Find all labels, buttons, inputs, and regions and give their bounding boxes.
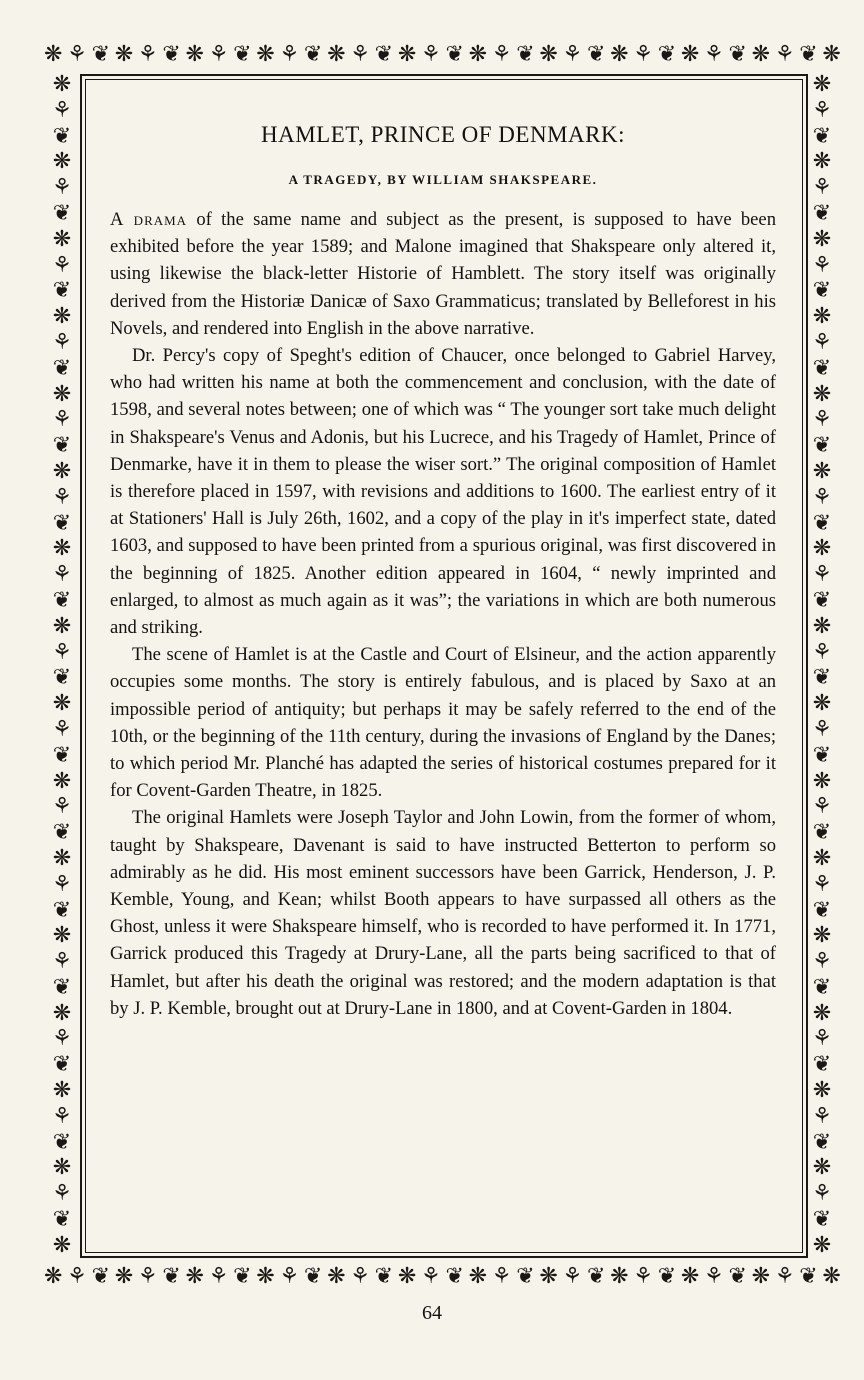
border-ornament-glyph: ⚘ [812,252,832,278]
border-ornament-glyph: ❋ [539,1263,557,1289]
border-ornament-glyph: ❋ [327,41,345,67]
border-ornament-glyph: ⚘ [420,41,440,67]
paragraph-1 [110,206,776,342]
border-ornament-glyph: ⚘ [812,407,832,433]
border-ornament-glyph: ❋ [397,1263,416,1289]
border-ornament-glyph: ❋ [680,41,699,67]
border-ornament-glyph: ⚘ [812,562,832,588]
border-ornament-glyph: ❋ [680,1263,699,1289]
border-ornament-glyph: ⚘ [52,794,72,820]
border-ornament-glyph: ⚘ [704,41,723,67]
border-ornament-glyph: ⚘ [52,484,72,510]
border-ornament-glyph: ⚘ [812,716,832,742]
border-ornament-glyph: ⚘ [52,175,72,201]
border-ornament-glyph: ❋ [751,41,770,67]
border-ornament-glyph: ❋ [539,41,557,67]
border-ornament-glyph: ❋ [52,72,72,97]
border-ornament-glyph: ⚘ [491,1263,511,1289]
border-ornament-glyph: ❦ [233,1263,251,1289]
border-ornament-glyph: ⚘ [208,1263,228,1289]
border-ornament-glyph: ❋ [397,41,416,67]
border-ornament-glyph: ⚘ [633,1263,653,1289]
border-ornament-glyph: ❦ [91,1263,110,1289]
border-right-ornament [804,72,840,1258]
border-ornament-glyph: ❦ [233,41,251,67]
border-ornament-glyph: ⚘ [812,175,832,201]
border-ornament-glyph: ⚘ [137,41,157,67]
border-ornament-glyph: ⚘ [812,1103,832,1129]
border-ornament-glyph: ⚘ [774,1263,794,1289]
page-subtitle: A TRAGEDY, BY WILLIAM SHAKSPEARE. [288,172,598,187]
border-ornament-glyph: ❋ [52,613,72,639]
border-ornament-glyph: ❋ [52,1155,72,1181]
border-ornament-glyph: ❦ [52,123,72,149]
border-ornament-glyph: ❋ [52,1000,72,1026]
border-ornament-glyph: ⚘ [350,41,369,67]
border-ornament-glyph: ❋ [468,1263,487,1289]
border-ornament-glyph: ❋ [610,1263,628,1289]
border-ornament-glyph: ❦ [812,200,832,226]
border-ornament-glyph: ❦ [52,1129,72,1155]
page-number: 64 [422,1302,442,1324]
border-ornament-glyph: ❦ [52,200,72,226]
border-ornament-glyph: ❦ [812,974,832,1000]
border-ornament-glyph: ❋ [812,226,832,252]
border-ornament-glyph: ⚘ [279,41,299,67]
border-ornament-glyph: ❋ [114,41,133,67]
border-ornament-glyph: ❦ [799,1263,817,1289]
border-ornament-glyph: ❦ [374,41,393,67]
border-ornament-glyph: ❋ [52,304,72,330]
border-ornament-glyph: ❦ [162,1263,180,1289]
border-ornament-glyph: ⚘ [52,949,72,975]
border-ornament-glyph: ⚘ [67,1263,86,1289]
border-ornament-glyph: ❋ [812,1000,832,1026]
border-ornament-glyph: ⚘ [812,1181,832,1207]
border-ornament-glyph: ❦ [812,897,832,923]
border-ornament-glyph: ❋ [52,458,72,484]
border-ornament-glyph: ❋ [812,691,832,717]
border-ornament-glyph: ❋ [822,1263,840,1289]
border-ornament-glyph: ❦ [586,1263,605,1289]
border-ornament-glyph: ❋ [812,1155,832,1181]
border-ornament-glyph: ❦ [52,820,72,846]
border-ornament-glyph: ❦ [52,355,72,381]
border-ornament-glyph: ❦ [799,41,817,67]
border-ornament-glyph: ❦ [52,278,72,304]
border-ornament-glyph: ⚘ [137,1263,157,1289]
border-ornament-glyph: ⚘ [562,41,582,67]
border-ornament-glyph: ⚘ [491,41,511,67]
border-ornament-glyph: ❋ [812,72,832,97]
border-ornament-glyph: ⚘ [52,562,72,588]
page-content [110,122,776,1022]
border-ornament-glyph: ❋ [52,381,72,407]
border-ornament-glyph: ❋ [468,41,487,67]
border-ornament-glyph: ❦ [52,1052,72,1078]
border-ornament-glyph: ❦ [52,433,72,459]
border-ornament-glyph: ❋ [822,41,840,67]
border-ornament-glyph: ❦ [374,1263,393,1289]
border-ornament-glyph: ❋ [52,1232,72,1258]
border-ornament-glyph: ❦ [303,41,322,67]
border-ornament-glyph: ❋ [812,458,832,484]
border-ornament-glyph: ❦ [516,1263,534,1289]
border-ornament-glyph: ❦ [52,742,72,768]
border-ornament-glyph: ❋ [812,1232,832,1258]
border-ornament-glyph: ❋ [812,613,832,639]
border-bottom-ornament [44,1258,840,1294]
border-ornament-glyph: ⚘ [420,1263,440,1289]
border-ornament-glyph: ❦ [516,41,534,67]
border-ornament-glyph: ❦ [812,820,832,846]
border-ornament-glyph: ❦ [52,1207,72,1233]
border-ornament-glyph: ⚘ [812,1026,832,1052]
paragraph-4: The original Hamlets were Joseph Taylor and John Lowin, from the former of whom, taught by Shakspeare, Davenant is said to have instructed Betterton to perform so admirably as he did. His most eminent successors have been Garrick, Henderson, J. P. Kemble, Young, and Kean; whilst Booth appears to have surpassed all others as the Ghost, unless it were Shakspeare himself, who is recorded to have performed it. In 1771, Garrick produced this Tragedy at Drury-Lane, all the parts being sacrificed to that of Hamlet, but after his death the original was restored; and the modern adaptation is that by J. P. Kemble, brought out at Drury-Lane in 1800, and at Covent-Garden in 1804. [110,807,776,1019]
border-ornament-glyph: ❋ [327,1263,345,1289]
border-ornament-glyph: ⚘ [812,794,832,820]
opening-word: A drama [110,209,188,230]
border-ornament-glyph: ❋ [812,923,832,949]
border-ornament-glyph: ❋ [812,304,832,330]
border-ornament-glyph: ⚘ [52,97,72,123]
border-ornament-glyph: ❋ [812,381,832,407]
border-ornament-glyph: ❦ [812,123,832,149]
border-ornament-glyph: ❦ [303,1263,322,1289]
border-ornament-glyph: ⚘ [774,41,794,67]
border-ornament-glyph: ⚘ [52,1026,72,1052]
border-ornament-glyph: ❦ [812,1207,832,1233]
border-ornament-glyph: ❋ [256,1263,274,1289]
border-ornament-glyph: ❦ [52,510,72,536]
border-ornament-glyph: ❦ [445,1263,463,1289]
border-ornament-glyph: ❋ [812,1078,832,1104]
border-ornament-glyph: ❋ [256,41,274,67]
border-ornament-glyph: ❋ [751,1263,770,1289]
border-ornament-glyph: ❦ [728,41,746,67]
border-ornament-glyph: ⚘ [562,1263,582,1289]
border-ornament-glyph: ⚘ [812,871,832,897]
border-ornament-glyph: ⚘ [52,639,72,665]
border-ornament-glyph: ❦ [812,355,832,381]
border-ornament-glyph: ⚘ [208,41,228,67]
border-ornament-glyph: ❦ [52,897,72,923]
border-ornament-glyph: ❋ [52,149,72,175]
border-ornament-glyph: ❋ [44,1263,62,1289]
border-ornament-glyph: ❦ [52,587,72,613]
border-ornament-glyph: ❦ [812,1129,832,1155]
border-ornament-glyph: ❋ [52,691,72,717]
border-ornament-glyph: ❦ [52,665,72,691]
border-ornament-glyph: ❦ [812,510,832,536]
border-ornament-glyph: ❦ [52,974,72,1000]
border-ornament-glyph: ❦ [586,41,605,67]
border-ornament-glyph: ⚘ [52,1181,72,1207]
border-ornament-glyph: ⚘ [279,1263,299,1289]
border-ornament-glyph: ❦ [162,41,180,67]
paragraph-3: The scene of Hamlet is at the Castle and Court of Elsineur, and the action apparently occupies some months. The story is entirely fabulous, and is placed by Saxo at an impossible period of antiquity; but perhaps it may be safely referred to the end of the 10th, or the beginning of the 11th century, during the invasions of England by the Danes; to which period Mr. Planché has adapted the series of historical costumes prepared for it for Covent-Garden Theatre, in 1825. [110,644,776,802]
paragraph-2: Dr. Percy's copy of Speght's edition of Chaucer, once belonged to Gabriel Harvey, who had written his name at both the commencement and conclusion, with the date of 1598, and several notes between; one of which was “ The younger sort take much delight in Shakspeare's Venus and Adonis, but his Lucrece, and his Tragedy of Hamlet, Prince of Denmarke, have it in them to please the wiser sort.” The original composition of Hamlet is therefore placed in 1597, with revisions and additions to 1600. The earliest entry of it at Stationers' Hall is July 26th, 1602, and a copy of the play in it's imperfect state, dated 1603, and supposed to have been printed from a spurious original, was first discovered in the beginning of 1825. Another edition appeared in 1604, “ newly imprinted and enlarged, to almost as much again as it was”; the variations in which are both numerous and striking. [110,345,776,639]
border-ornament-glyph: ❋ [52,1078,72,1104]
border-ornament-glyph: ❋ [812,845,832,871]
border-ornament-glyph: ❋ [610,41,628,67]
border-ornament-glyph: ⚘ [812,949,832,975]
paragraph-1-text: of the same name and subject as the present, is supposed to have been exhibited before the year 1589; and Malone imagined that Shakspeare only altered it, using likewise the black-letter Historie of Hamblett. The story itself was originally derived from the Historiæ Danicæ of Saxo Grammaticus; translated by Belleforest in his Novels, and rendered into English in the above narrative. [110,209,776,339]
border-ornament-glyph: ⚘ [52,329,72,355]
border-ornament-glyph: ⚘ [812,329,832,355]
border-left-ornament [44,72,80,1258]
border-ornament-glyph: ❋ [52,536,72,562]
border-ornament-glyph: ⚘ [52,716,72,742]
border-ornament-glyph: ❋ [114,1263,133,1289]
border-top-ornament [44,36,840,72]
border-ornament-glyph: ❋ [52,923,72,949]
border-ornament-glyph: ❦ [91,41,110,67]
border-ornament-glyph: ⚘ [52,871,72,897]
border-ornament-glyph: ❦ [812,433,832,459]
border-ornament-glyph: ❋ [812,768,832,794]
border-ornament-glyph: ❦ [812,278,832,304]
border-ornament-glyph: ⚘ [633,41,653,67]
border-ornament-glyph: ⚘ [67,41,86,67]
border-ornament-glyph: ❋ [44,41,62,67]
border-ornament-glyph: ⚘ [350,1263,369,1289]
border-ornament-glyph: ⚘ [52,252,72,278]
border-ornament-glyph: ❋ [185,41,203,67]
border-ornament-glyph: ❋ [812,149,832,175]
border-ornament-glyph: ⚘ [812,97,832,123]
border-ornament-glyph: ❦ [812,1052,832,1078]
border-ornament-glyph: ❦ [812,665,832,691]
border-ornament-glyph: ⚘ [52,1103,72,1129]
border-ornament-glyph: ❋ [52,226,72,252]
border-ornament-glyph: ❋ [52,768,72,794]
border-ornament-glyph: ❦ [728,1263,746,1289]
border-ornament-glyph: ⚘ [52,407,72,433]
border-ornament-glyph: ⚘ [704,1263,723,1289]
border-ornament-glyph: ❦ [445,41,463,67]
border-ornament-glyph: ⚘ [812,484,832,510]
border-ornament-glyph: ❋ [812,536,832,562]
border-ornament-glyph: ❦ [812,742,832,768]
border-ornament-glyph: ❋ [52,845,72,871]
border-ornament-glyph: ⚘ [812,639,832,665]
page-title: HAMLET, PRINCE OF DENMARK: [261,122,625,147]
border-ornament-glyph: ❋ [185,1263,203,1289]
border-ornament-glyph: ❦ [657,41,676,67]
border-ornament-glyph: ❦ [812,587,832,613]
border-ornament-glyph: ❦ [657,1263,676,1289]
